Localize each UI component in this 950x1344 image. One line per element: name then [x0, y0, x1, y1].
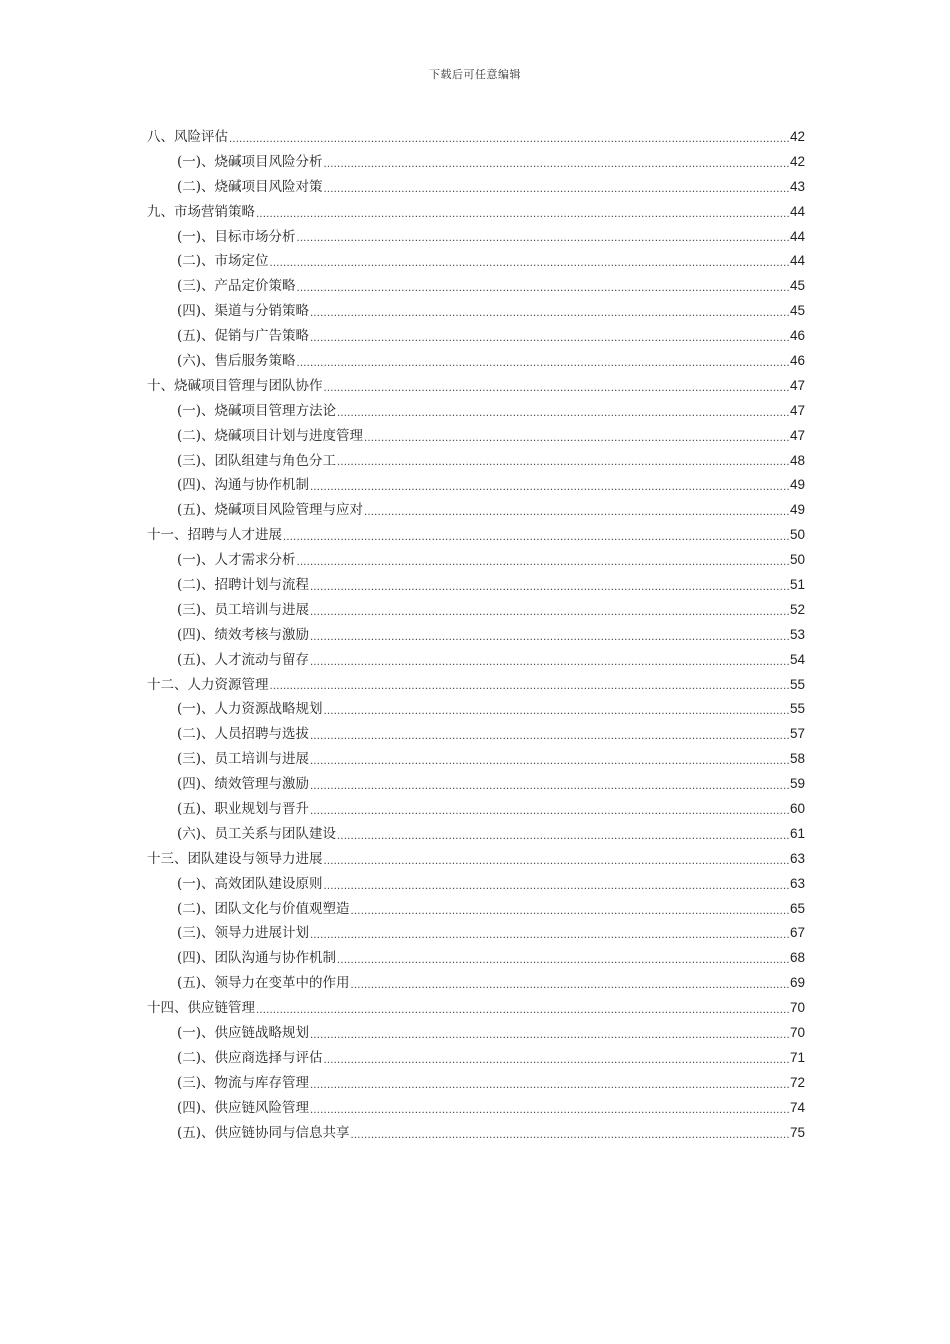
toc-dot-leader: [324, 180, 789, 200]
toc-entry-title: (五)、烧碱项目风险管理与应对: [177, 502, 364, 519]
toc-page-number: 63: [789, 850, 805, 866]
toc-section-entry[interactable]: [147, 1071, 805, 1096]
toc-entry-title: (二)、人员招聘与选拔: [177, 726, 310, 743]
toc-entry-title: 八、风险评估: [147, 128, 228, 145]
toc-dot-leader: [310, 1076, 789, 1096]
toc-dot-leader: [337, 951, 789, 971]
toc-dot-leader: [310, 304, 789, 324]
toc-section-entry[interactable]: [147, 424, 805, 449]
toc-dot-leader: [283, 528, 789, 548]
toc-dot-leader: [297, 279, 789, 299]
toc-entry-title: (五)、促销与广告策略: [177, 328, 310, 345]
toc-entry-title: (二)、市场定位: [177, 253, 269, 270]
toc-entry-title: 九、市场营销策略: [147, 203, 255, 220]
toc-dot-leader: [310, 777, 789, 797]
toc-entry-title: (五)、人才流动与留存: [177, 651, 310, 668]
toc-section-entry[interactable]: [147, 747, 805, 772]
toc-section-entry[interactable]: [147, 473, 805, 498]
toc-page-number: 65: [789, 900, 805, 916]
toc-page-number: 63: [789, 875, 805, 891]
toc-dot-leader: [310, 329, 789, 349]
toc-section-entry[interactable]: [147, 573, 805, 598]
toc-entry-title: (三)、领导力进展计划: [177, 925, 310, 942]
toc-entry-title: (五)、职业规划与晋升: [177, 801, 310, 818]
toc-page-number: 48: [789, 452, 805, 468]
toc-section-entry[interactable]: [147, 598, 805, 623]
toc-page-number: 69: [789, 975, 805, 991]
toc-entry-title: (四)、供应链风险管理: [177, 1099, 310, 1116]
toc-dot-leader: [270, 677, 789, 697]
toc-entry-title: (一)、人力资源战略规划: [177, 701, 323, 718]
toc-dot-leader: [310, 478, 789, 498]
toc-section-entry[interactable]: [147, 225, 805, 250]
toc-dot-leader: [324, 1051, 789, 1071]
toc-page-number: 74: [789, 1099, 805, 1115]
toc-section-entry[interactable]: [147, 175, 805, 200]
toc-section-entry[interactable]: [147, 1046, 805, 1071]
toc-entry-title: (三)、产品定价策略: [177, 278, 296, 295]
toc-section-entry[interactable]: [147, 249, 805, 274]
toc-entry-title: (一)、人才需求分析: [177, 552, 296, 569]
toc-dot-leader: [324, 702, 789, 722]
toc-page-number: 72: [789, 1074, 805, 1090]
toc-chapter-entry[interactable]: [147, 523, 805, 548]
toc-section-entry[interactable]: [147, 623, 805, 648]
toc-entry-title: (一)、目标市场分析: [177, 228, 296, 245]
toc-page-number: 43: [789, 178, 805, 194]
toc-dot-leader: [324, 155, 789, 175]
toc-entry-title: 十一、招聘与人才进展: [147, 527, 282, 544]
toc-section-entry[interactable]: [147, 399, 805, 424]
toc-dot-leader: [310, 603, 789, 623]
toc-section-entry[interactable]: [147, 872, 805, 897]
toc-section-entry[interactable]: [147, 648, 805, 673]
toc-entry-title: (一)、烧碱项目风险分析: [177, 153, 323, 170]
toc-entry-title: (二)、烧碱项目风险对策: [177, 178, 323, 195]
toc-page-number: 44: [789, 253, 805, 269]
toc-page-number: 51: [789, 577, 805, 593]
toc-page-number: 46: [789, 328, 805, 344]
toc-page-number: 60: [789, 801, 805, 817]
toc-page-number: 57: [789, 726, 805, 742]
toc-page-number: 71: [789, 1049, 805, 1065]
toc-section-entry[interactable]: [147, 772, 805, 797]
toc-section-entry[interactable]: [147, 1021, 805, 1046]
toc-dot-leader: [337, 827, 789, 847]
toc-dot-leader: [351, 1126, 789, 1146]
toc-entry-title: (四)、渠道与分销策略: [177, 303, 310, 320]
toc-dot-leader: [297, 354, 789, 374]
toc-page-number: 46: [789, 353, 805, 368]
toc-dot-leader: [229, 130, 789, 150]
toc-page-number: 47: [789, 427, 805, 443]
toc-section-entry[interactable]: [147, 922, 805, 947]
toc-dot-leader: [337, 453, 789, 473]
toc-dot-leader: [256, 1001, 789, 1021]
toc-entry-title: 十三、团队建设与领导力进展: [147, 850, 323, 867]
toc-chapter-entry[interactable]: [147, 847, 805, 872]
toc-entry-title: 十四、供应链管理: [147, 1000, 255, 1017]
toc-section-entry[interactable]: [147, 349, 805, 374]
toc-page-number: 61: [789, 825, 805, 841]
toc-page-number: 67: [789, 925, 805, 941]
toc-section-entry[interactable]: [147, 971, 805, 996]
toc-page-number: 75: [789, 1124, 805, 1140]
toc-page-number: 70: [789, 1025, 805, 1041]
toc-entry-title: (二)、团队文化与价值观塑造: [177, 900, 350, 917]
toc-chapter-entry[interactable]: [147, 374, 805, 399]
toc-entry-title: (三)、员工培训与进展: [177, 601, 310, 618]
toc-entry-title: (二)、供应商选择与评估: [177, 1049, 323, 1066]
toc-section-entry[interactable]: [147, 150, 805, 175]
toc-page-number: 49: [789, 502, 805, 518]
toc-dot-leader: [324, 852, 789, 872]
toc-entry-title: (三)、员工培训与进展: [177, 751, 310, 768]
toc-entry-title: (四)、沟通与协作机制: [177, 477, 310, 494]
table-of-contents: [147, 125, 805, 1146]
page-header: 下载后可任意编辑: [429, 68, 521, 81]
toc-dot-leader: [351, 902, 789, 922]
toc-chapter-entry[interactable]: [147, 200, 805, 225]
toc-entry-title: (四)、绩效管理与激励: [177, 776, 310, 793]
toc-dot-leader: [310, 802, 789, 822]
toc-entry-title: (三)、物流与库存管理: [177, 1074, 310, 1091]
toc-page-number: 50: [789, 527, 805, 543]
toc-page-number: 54: [789, 651, 805, 667]
toc-dot-leader: [297, 553, 789, 573]
toc-chapter-entry[interactable]: [147, 996, 805, 1021]
toc-dot-leader: [270, 254, 789, 274]
toc-section-entry[interactable]: [147, 324, 805, 349]
toc-entry-title: 十二、人力资源管理: [147, 676, 269, 693]
toc-section-entry[interactable]: [147, 822, 805, 847]
toc-entry-title: 十、烧碱项目管理与团队协作: [147, 377, 323, 394]
toc-entry-title: (六)、员工关系与团队建设: [177, 825, 337, 842]
toc-page-number: 50: [789, 552, 805, 568]
toc-page-number: 58: [789, 751, 805, 767]
toc-dot-leader: [351, 976, 789, 996]
toc-dot-leader: [310, 1026, 789, 1046]
toc-page-number: 59: [789, 776, 805, 792]
toc-entry-title: (六)、售后服务策略: [177, 353, 296, 369]
toc-entry-title: (五)、领导力在变革中的作用: [177, 975, 350, 992]
toc-page-number: 45: [789, 303, 805, 319]
toc-section-entry[interactable]: [147, 1121, 805, 1146]
toc-dot-leader: [256, 205, 789, 225]
toc-page-number: 45: [789, 278, 805, 294]
toc-page-number: 55: [789, 701, 805, 717]
toc-page-number: 42: [789, 128, 805, 144]
toc-section-entry[interactable]: [147, 946, 805, 971]
toc-section-entry[interactable]: [147, 722, 805, 747]
toc-page-number: 47: [789, 377, 805, 393]
toc-page-number: 52: [789, 601, 805, 617]
toc-dot-leader: [310, 653, 789, 673]
toc-chapter-entry[interactable]: [147, 673, 805, 698]
toc-dot-leader: [324, 877, 789, 897]
toc-dot-leader: [364, 503, 789, 523]
toc-section-entry[interactable]: [147, 274, 805, 299]
toc-entry-title: (二)、招聘计划与流程: [177, 577, 310, 594]
toc-page-number: 70: [789, 1000, 805, 1016]
toc-dot-leader: [297, 229, 789, 249]
toc-section-entry[interactable]: [147, 697, 805, 722]
toc-dot-leader: [364, 429, 789, 449]
toc-dot-leader: [337, 404, 789, 424]
toc-entry-title: (一)、烧碱项目管理方法论: [177, 402, 337, 419]
toc-page-number: 47: [789, 402, 805, 418]
toc-section-entry[interactable]: [147, 548, 805, 573]
toc-section-entry[interactable]: [147, 1096, 805, 1121]
toc-section-entry[interactable]: [147, 299, 805, 324]
toc-section-entry[interactable]: [147, 498, 805, 523]
toc-section-entry[interactable]: [147, 797, 805, 822]
toc-chapter-entry[interactable]: [147, 125, 805, 150]
toc-entry-title: (一)、供应链战略规划: [177, 1025, 310, 1042]
toc-dot-leader: [310, 628, 789, 648]
toc-entry-title: (二)、烧碱项目计划与进度管理: [177, 427, 364, 444]
toc-dot-leader: [310, 727, 789, 747]
toc-page-number: 68: [789, 950, 805, 966]
toc-entry-title: (五)、供应链协同与信息共享: [177, 1124, 350, 1141]
toc-entry-title: (四)、绩效考核与激励: [177, 626, 310, 643]
toc-entry-title: (三)、团队组建与角色分工: [177, 452, 337, 469]
toc-section-entry[interactable]: [147, 449, 805, 474]
toc-dot-leader: [310, 578, 789, 598]
toc-dot-leader: [310, 752, 789, 772]
toc-section-entry[interactable]: [147, 897, 805, 922]
toc-dot-leader: [310, 1101, 789, 1121]
toc-page-number: 42: [789, 153, 805, 169]
toc-page-number: 44: [789, 203, 805, 219]
toc-entry-title: (四)、团队沟通与协作机制: [177, 950, 337, 967]
toc-dot-leader: [310, 926, 789, 946]
toc-entry-title: (一)、高效团队建设原则: [177, 875, 323, 892]
toc-page-number: 49: [789, 477, 805, 493]
toc-page-number: 55: [789, 676, 805, 692]
toc-page-number: 53: [789, 626, 805, 642]
toc-dot-leader: [324, 379, 789, 399]
toc-page-number: 44: [789, 228, 805, 244]
